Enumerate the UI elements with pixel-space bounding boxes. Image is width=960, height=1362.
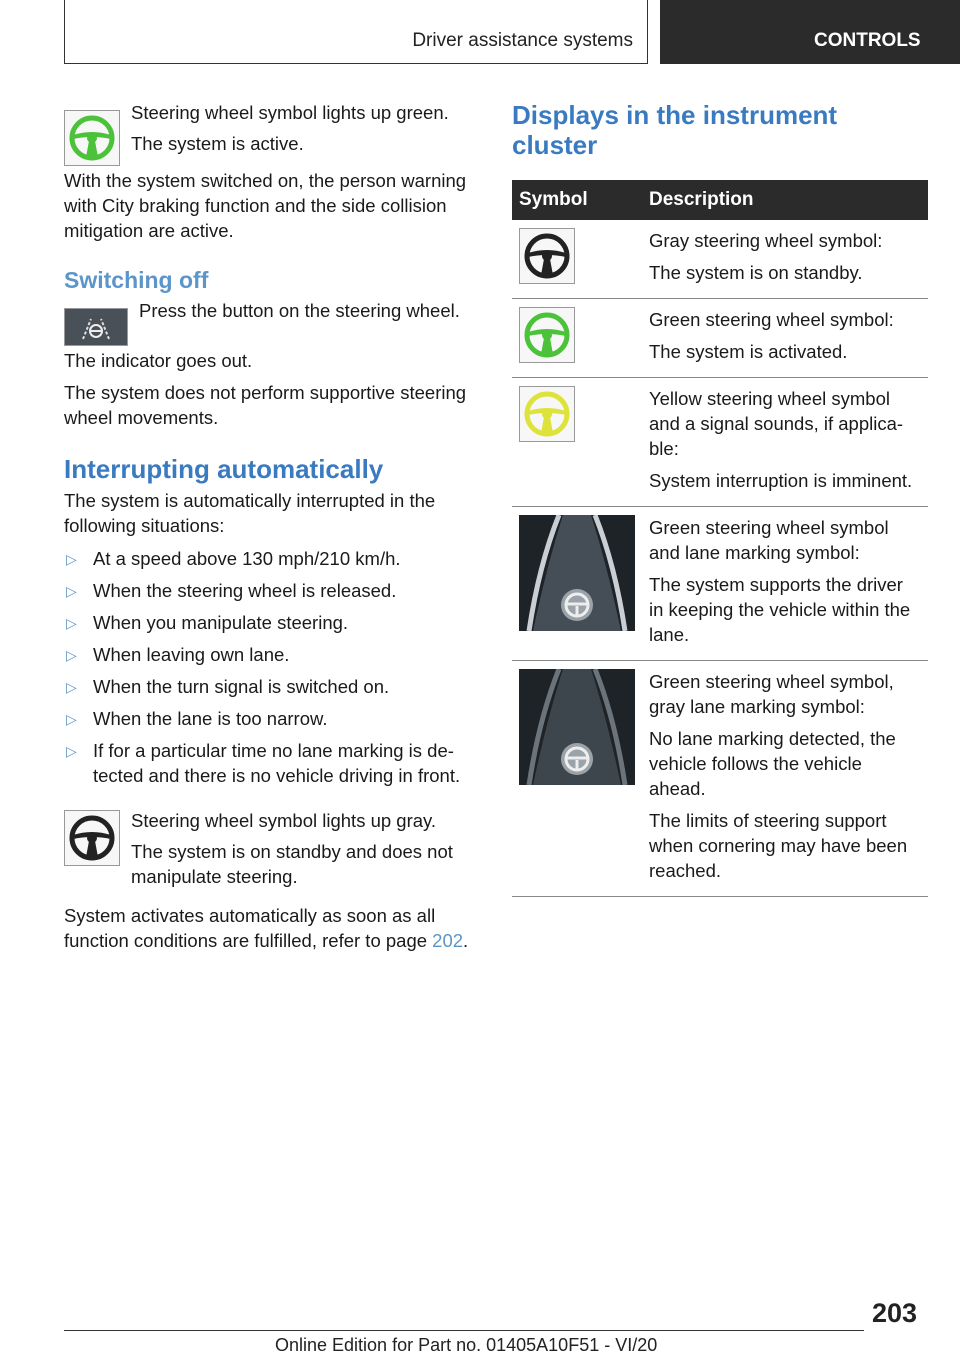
table-row bbox=[512, 220, 928, 299]
lane-marking-display-icon bbox=[519, 515, 635, 631]
footer-divider bbox=[64, 1330, 864, 1331]
gray-symbol-line1: Steering wheel symbol lights up gray. bbox=[131, 810, 437, 831]
displays-heading: Displays in the instrument cluster bbox=[512, 100, 838, 160]
steering-wheel-gray-icon bbox=[519, 228, 575, 284]
row5-line1: Green steering wheel symbol, gray lane marking symbol: bbox=[649, 671, 894, 717]
row1-line1: Gray steering wheel symbol: bbox=[649, 230, 883, 251]
indicator-text: The indicator goes out. bbox=[64, 350, 253, 371]
table-row bbox=[512, 507, 928, 661]
header-chapter-title: CONTROLS bbox=[814, 30, 921, 51]
gray-symbol-block bbox=[64, 808, 476, 889]
triangle-bullet-icon: ▷ bbox=[66, 583, 77, 599]
interrupt-intro: The system is automatically interrupted in the following situations: bbox=[64, 490, 436, 536]
description-column-header: Description bbox=[642, 180, 928, 220]
lane-assist-button-icon bbox=[64, 308, 128, 346]
triangle-bullet-icon: ▷ bbox=[66, 647, 77, 663]
header-chapter-box bbox=[660, 0, 960, 64]
table-row bbox=[512, 378, 928, 507]
row3-line2: System interruption is imminent. bbox=[649, 470, 913, 491]
steering-wheel-green-icon bbox=[519, 307, 575, 363]
auto-activate-paragraph: System activates automatically as soon as all function conditions are fulfilled, refer to page 202. bbox=[64, 905, 469, 951]
page-202-link[interactable]: 202 bbox=[432, 930, 464, 951]
row5-line3: The limits of steering support when cornering may have been reached. bbox=[649, 810, 908, 881]
row2-line2: The system is activated. bbox=[649, 341, 848, 362]
header-section-title: Driver assistance systems bbox=[412, 30, 633, 51]
lane-marking-display-icon bbox=[519, 669, 635, 785]
button-instruction: Press the button on the steering wheel. bbox=[139, 300, 460, 321]
gray-symbol-line2: The system is on standby and does not manipulate steering. bbox=[131, 841, 453, 887]
triangle-bullet-icon: ▷ bbox=[66, 551, 77, 567]
no-support-text: The system does not perform supportive steering wheel movements. bbox=[64, 382, 467, 428]
table-row bbox=[512, 661, 928, 897]
list-item: ▷ When the lane is too narrow. bbox=[64, 706, 476, 731]
list-item: ▷ When the turn signal is switched on. bbox=[64, 674, 476, 699]
row4-line2: The system supports the driver in keeping the vehicle within the lane. bbox=[649, 574, 911, 645]
interrupt-list bbox=[64, 546, 476, 788]
row5-line2: No lane marking detected, the vehicle follows the vehicle ahead. bbox=[649, 728, 896, 799]
symbol-column-header: Symbol bbox=[512, 180, 642, 220]
switching-off-heading: Switching off bbox=[64, 267, 209, 293]
page-number: 203 bbox=[872, 1298, 918, 1328]
button-block bbox=[64, 298, 476, 342]
triangle-bullet-icon: ▷ bbox=[66, 711, 77, 727]
right-column bbox=[512, 100, 928, 897]
list-item: ▷ When you manipulate steering. bbox=[64, 610, 476, 635]
header-section-box bbox=[64, 0, 648, 64]
list-item: ▷ If for a particular time no lane marking is detected and there is no vehicle driving in front. bbox=[66, 740, 461, 786]
row4-line1: Green steering wheel symbol and lane marking symbol: bbox=[649, 517, 889, 563]
green-symbol-block bbox=[64, 100, 476, 156]
steering-wheel-gray-icon bbox=[64, 810, 120, 866]
triangle-bullet-icon: ▷ bbox=[66, 743, 77, 759]
list-item: ▷ When the steering wheel is released. bbox=[64, 578, 476, 603]
steering-wheel-green-icon bbox=[64, 110, 120, 166]
steering-wheel-yellow-icon bbox=[519, 386, 575, 442]
row3-line1: Yellow steering wheel symbol and a signal sounds, if applicable: bbox=[649, 388, 904, 459]
table-row bbox=[512, 299, 928, 378]
interrupt-heading: Interrupting automatically bbox=[64, 454, 384, 484]
footer-edition: Online Edition for Part no. 01405A10F51 - VI/20 bbox=[275, 1335, 658, 1355]
triangle-bullet-icon: ▷ bbox=[66, 679, 77, 695]
left-column bbox=[64, 100, 476, 953]
list-item: ▷ At a speed above 130 mph/210 km/h. bbox=[64, 546, 476, 571]
green-symbol-line1: Steering wheel symbol lights up green. bbox=[131, 102, 449, 123]
switched-on-paragraph: With the system switched on, the person warning with City braking function and the side collision mitigation are active. bbox=[64, 170, 467, 241]
triangle-bullet-icon: ▷ bbox=[66, 615, 77, 631]
green-symbol-line2: The system is active. bbox=[131, 133, 304, 154]
list-item: ▷ When leaving own lane. bbox=[64, 642, 476, 667]
table-header-row bbox=[512, 180, 928, 220]
row1-line2: The system is on standby. bbox=[649, 262, 863, 283]
symbol-table bbox=[512, 180, 928, 897]
row2-line1: Green steering wheel symbol: bbox=[649, 309, 894, 330]
